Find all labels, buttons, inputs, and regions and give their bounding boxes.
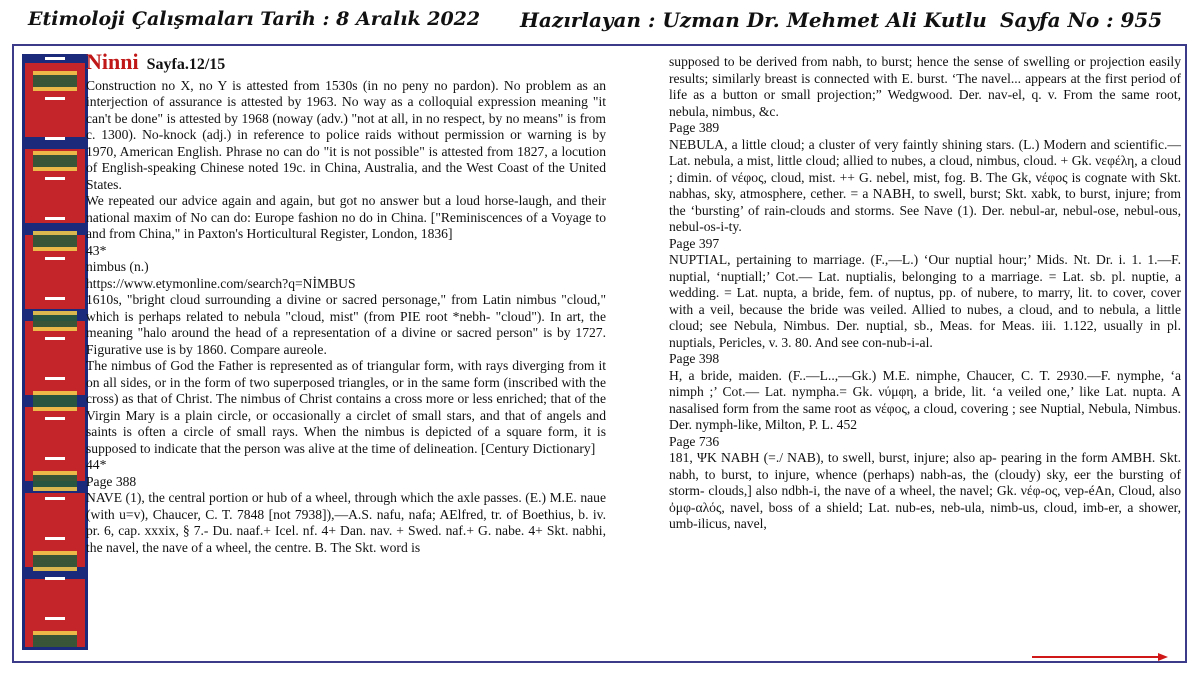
continue-arrow-icon <box>1030 652 1170 662</box>
right-column <box>669 54 1181 533</box>
header-author: Hazırlayan : Uzman Dr. Mehmet Ali Kutlu <box>520 8 987 32</box>
paragraph: We repeated our advice again and again, but got no answer but a loud horse-laugh, and their national maxim of No can do: Europe fashion no do in China. ["Reminiscences of a Voyage to and from China," in Paxton's Horticultural Register, London, 1836] <box>86 193 606 241</box>
paragraph: 181, ΨΚ NABH (=./ NAB), to swell, burst, injure; also ap- pearing in the form AMBH. Skt. nabh, to burst, to injure, whence (perhaps) nabh-as, the (cloudy) sky, eer the bursting of storm- clouds,] also ndbh-i, the nave of a wheel, the navel; Gk. νέφ-ος, vep-éAn, Cloud, also ὀμφ-αλός, navel, boss of a shield; Lat. nub-es, neb-ula, nimb-us, cloud, imb-er, a shower, umb-ilicus, navel, <box>669 450 1181 531</box>
entry-heading: nimbus (n.) <box>86 259 149 274</box>
paragraph: H, a bride, maiden. (F..—L..,—Gk.) M.E. nimphe, Chaucer, C. T. 2930.—F. nymphe, ‘a nimph ;’ Cot.— Lat. nympha.= Gk. νύμφη, a bride, lit. ‘a veiled one,’ like Lat. nupta. A nasalised form from the same root as νέφος, a cloud, covering ; see Nuptial, Nebula, Nimbus. Der. nymph-like, Milton, P. L. 452 <box>669 367 1181 432</box>
page-label: Page 736 <box>669 433 720 449</box>
footnote-marker: 44* <box>86 457 107 472</box>
article-page-ref: Sayfa.12/15 <box>146 56 226 73</box>
paragraph: supposed to be derived from nabh, to burst; hence the sense of swelling or projection easily results; similarly breast is connected with E. burst. ‘The navel... appears at the first period of life as a button or small projection;” Wedgwood. Der. nav-el, q. v. From the same root, nebula, nimbus, &c. <box>669 54 1181 119</box>
article-title: Ninni <box>86 49 139 74</box>
page-label: Page 397 <box>669 235 720 251</box>
page-label: Page 388 <box>86 473 137 489</box>
paragraph: NEBULA, a little cloud; a cluster of very faintly shining stars. (L.) Modern and scientific.—Lat. nebula, a mist, little cloud; allied to nubes, a cloud, nimbus, cloud. + Gk. νεφέλη, a cloud ; dimin. of νέφος, cloud, mist. ++ G. nebel, mist, fog. B. The Gk, νέφος is cognate with Skt. nabhas, sky, atmosphere, cether. = a NABH, to swell, burst; Skt. xabk, to burst, injure; from the ‘bursting’ of rain-clouds and storms. See Nave (1). Der. nebul-ar, nebul-ose, nebul-ous, nebul-os-i-ty. <box>669 136 1181 234</box>
footnote-marker: 43* <box>86 242 107 258</box>
header-page-number: Sayfa No : 955 <box>1000 8 1163 32</box>
paragraph: NUPTIAL, pertaining to marriage. (F.,—L.) ‘Our nuptial hour;’ Mids. Nt. Dr. i. 1. 1.—F. nuptial, ‘nuptiall;’ Cot.— Lat. nuptialis, belonging to a marriage. = Lat. sb. pl. nuptie, a wedding. = Lat. nupta, a bride, fem. of nuptus, pp. of nubere, to marry, lit. to cover, cover with a veil, because the bride was veiled. Allied to nubes, a cloud, and to nebula, a little cloud; see Nebula, Nimbus. Der. nuptial, sb., Meas. for Meas. iii. 1.122, usually in pl. nuptials, Pericles, v. 3. 80. And see con-nub-i-al. <box>669 252 1181 350</box>
page-label: Page 398 <box>669 351 720 366</box>
article-heading <box>86 49 606 74</box>
paragraph: The nimbus of God the Father is represented as of triangular form, with rays diverging from it on all sides, or in the form of two superposed triangles, or in the same form (inscribed with the cross) as that of Christ. The nimbus of Christ contains a cross more or less enriched; that of the Virgin Mary is a plain circle, or occasionally a circlet of small stars, and that of angels and saints is often a circle of small rays. When the nimbus is depicted of a square form, it is supposed to indicate that the person was alive at the time of delineation. [Century Dictionary] <box>86 358 606 456</box>
content-frame <box>12 44 1187 663</box>
paragraph: Construction no X, no Y is attested from 1530s (in no peny no pardon). No problem as an interjection of assurance is attested by 1963. No way as a colloquial expression meaning "it can't be done" is attested by 1968 (noway (adv.) "not at all, in no respect, by no means" is from c. 1300). No-knock (adj.) in reference to police raids without permission or warning is by 1970, American English. Phrase no can do "it is not possible" is attested from 1827, a locution of English-speaking Chinese noted 19c. in China, Australia, and the West Coast of the United States. <box>86 77 606 192</box>
paragraph: NAVE (1), the central portion or hub of a wheel, through which the axle passes. (E.) M.E. naue (with u=v), Chaucer, C. T. 7848 [not 7938]),—A.S. nafu, nafa; AElfred, tr. of Boethius, b. iv. pr. 6, cap. xxxix, § 7.- Du. naaf.+ Icel. nf. 4+ Dan. nav. + Swed. naf.+ G. nabe. 4+ Skt. nabhi, the navel, the nave of a wheel, the centre. B. The Skt. word is <box>86 490 606 555</box>
paragraph: 1610s, "bright cloud surrounding a divine or sacred personage," from Latin nimbus "cloud," which is perhaps related to nebula "cloud, mist" (from PIE root *nebh- "cloud"). In art, the meaning "halo around the head of a representation of a divine or sacred person" is by 1727. Figurative use is by 1860. Compare aureole. <box>86 292 606 357</box>
decorative-rug-border <box>22 54 88 650</box>
source-url: https://www.etymonline.com/search?q=NİMBUS <box>86 275 356 291</box>
left-column <box>86 49 606 556</box>
header-series-date: Etimoloji Çalışmaları Tarih : 8 Aralık 2022 <box>28 8 481 30</box>
page-label: Page 389 <box>669 120 720 135</box>
page-header <box>0 0 1200 44</box>
